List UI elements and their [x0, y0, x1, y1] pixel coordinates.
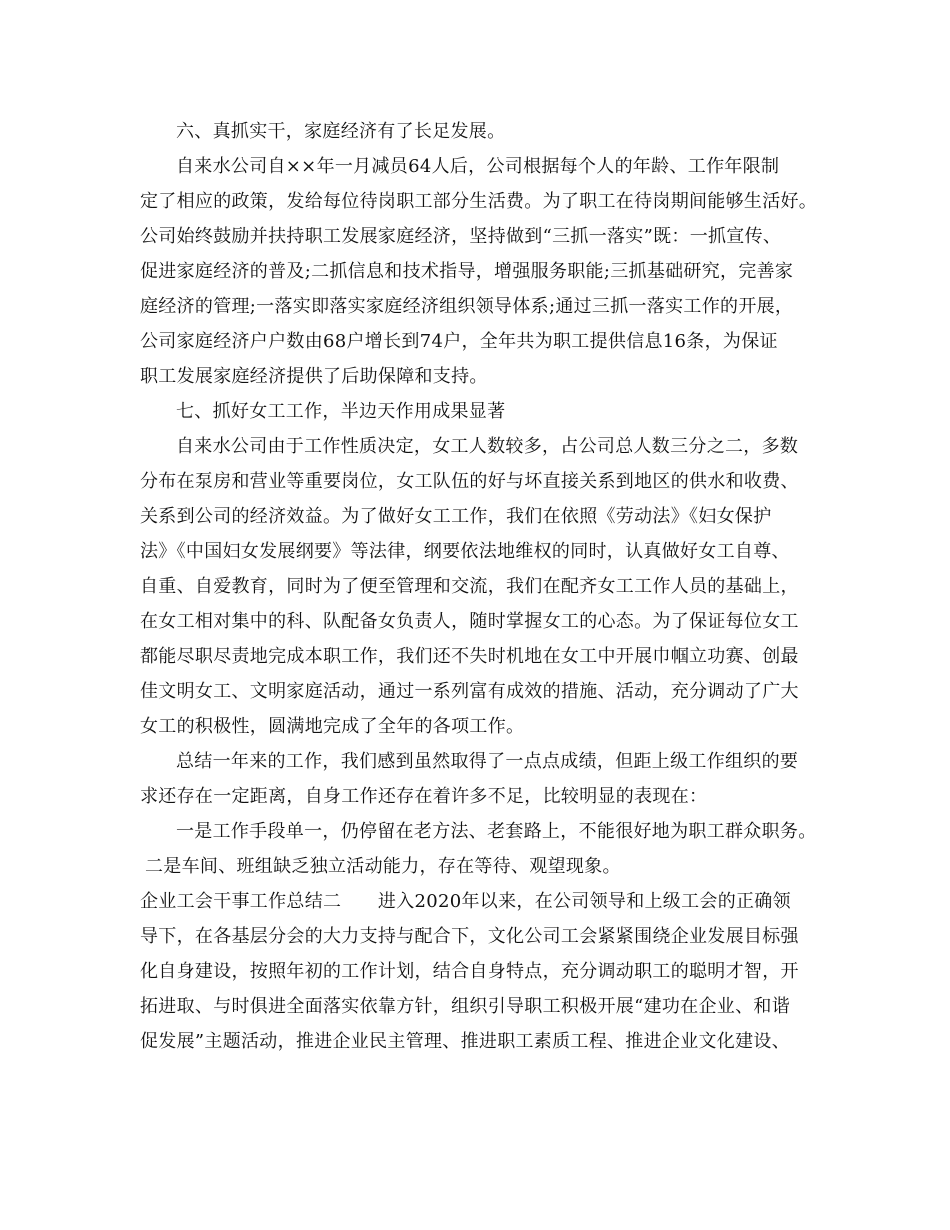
paragraph-line: 关系到公司的经济效益。为了做好女工工作，我们在依照《劳动法》《妇女保护: [140, 506, 772, 527]
paragraph-line: 在女工相对集中的科、队配备女负责人，随时掌握女工的心态。为了保证每位女工: [140, 611, 799, 632]
paragraph-line: 庭经济的管理;一落实即落实家庭经济组织领导体系;通过三抓一落实工作的开展，: [140, 296, 794, 317]
paragraph-line: 法》《中国妇女发展纲要》等法律，纲要依法地维权的同时，认真做好女工自尊、: [140, 541, 790, 562]
paragraph-line: 总结一年来的工作，我们感到虽然取得了一点点成绩，但距上级工作组织的要: [176, 751, 799, 772]
paragraph-line: 佳文明女工、文明家庭活动，通过一系列富有成效的措施、活动，充分调动了广大: [140, 681, 799, 702]
paragraph-line: 二是车间、班组缺乏独立活动能力，存在等待、观望现象。: [145, 856, 621, 877]
paragraph-line: 自来水公司由于工作性质决定，女工人数较多，占公司总人数三分之二，多数: [176, 436, 799, 457]
paragraph-line: 自重、自爱教育，同时为了便至管理和交流，我们在配齐女工工作人员的基础上，: [140, 576, 799, 597]
paragraph-line: 公司始终鼓励并扶持职工发展家庭经济，坚持做到“三抓一落实”既：一抓宣传、: [140, 226, 782, 247]
paragraph-line: 求还存在一定距离，自身工作还存在着许多不足，比较明显的表现在：: [140, 786, 708, 807]
paragraph-line: 一是工作手段单一，仍停留在老方法、老套路上，不能很好地为职工群众职务。: [176, 821, 817, 842]
paragraph-line: 促发展”主题活动，推进企业民主管理、推进职工素质工程、推进企业文化建设、: [140, 1031, 790, 1052]
paragraph-line: 都能尽职尽责地完成本职工作，我们还不失时机地在女工中开展巾帼立功赛、创最: [140, 646, 799, 667]
paragraph-line: 化自身建设，按照年初的工作计划，结合自身特点，充分调动职工的聪明才智，开: [140, 961, 799, 982]
paragraph-line: 职工发展家庭经济提供了后助保障和支持。: [140, 366, 488, 387]
section-heading-summary-2: 企业工会干事工作总结二 进入2020年以来，在公司领导和上级工会的正确领: [140, 891, 791, 912]
paragraph-line: 女工的积极性，圆满地完成了全年的各项工作。: [140, 716, 525, 737]
paragraph-line: 拓进取、与时俱进全面落实依靠方针，组织引导职工积极开展“建功在企业、和谐: [140, 996, 790, 1017]
section-heading-7: 七、抓好女工工作，半边天作用成果显著: [176, 401, 506, 422]
paragraph-line: 自来水公司自××年一月减员64人后，公司根据每个人的年龄、工作年限制: [176, 156, 780, 177]
paragraph-line: 导下，在各基层分会的大力支持与配合下，文化公司工会紧紧围绕企业发展目标强: [140, 926, 799, 947]
section-heading-6: 六、真抓实干，家庭经济有了长足发展。: [176, 121, 506, 142]
paragraph-line: 分布在泵房和营业等重要岗位，女工队伍的好与坏直接关系到地区的供水和收费、: [140, 471, 799, 492]
paragraph-line: 公司家庭经济户户数由68户增长到74户，全年共为职工提供信息16条，为保证: [140, 331, 778, 352]
paragraph-line: 定了相应的政策，发给每位待岗职工部分生活费。为了职工在待岗期间能够生活好。: [140, 191, 818, 212]
paragraph-line: 促进家庭经济的普及;二抓信息和技术指导，增强服务职能;三抓基础研究，完善家: [140, 261, 794, 282]
